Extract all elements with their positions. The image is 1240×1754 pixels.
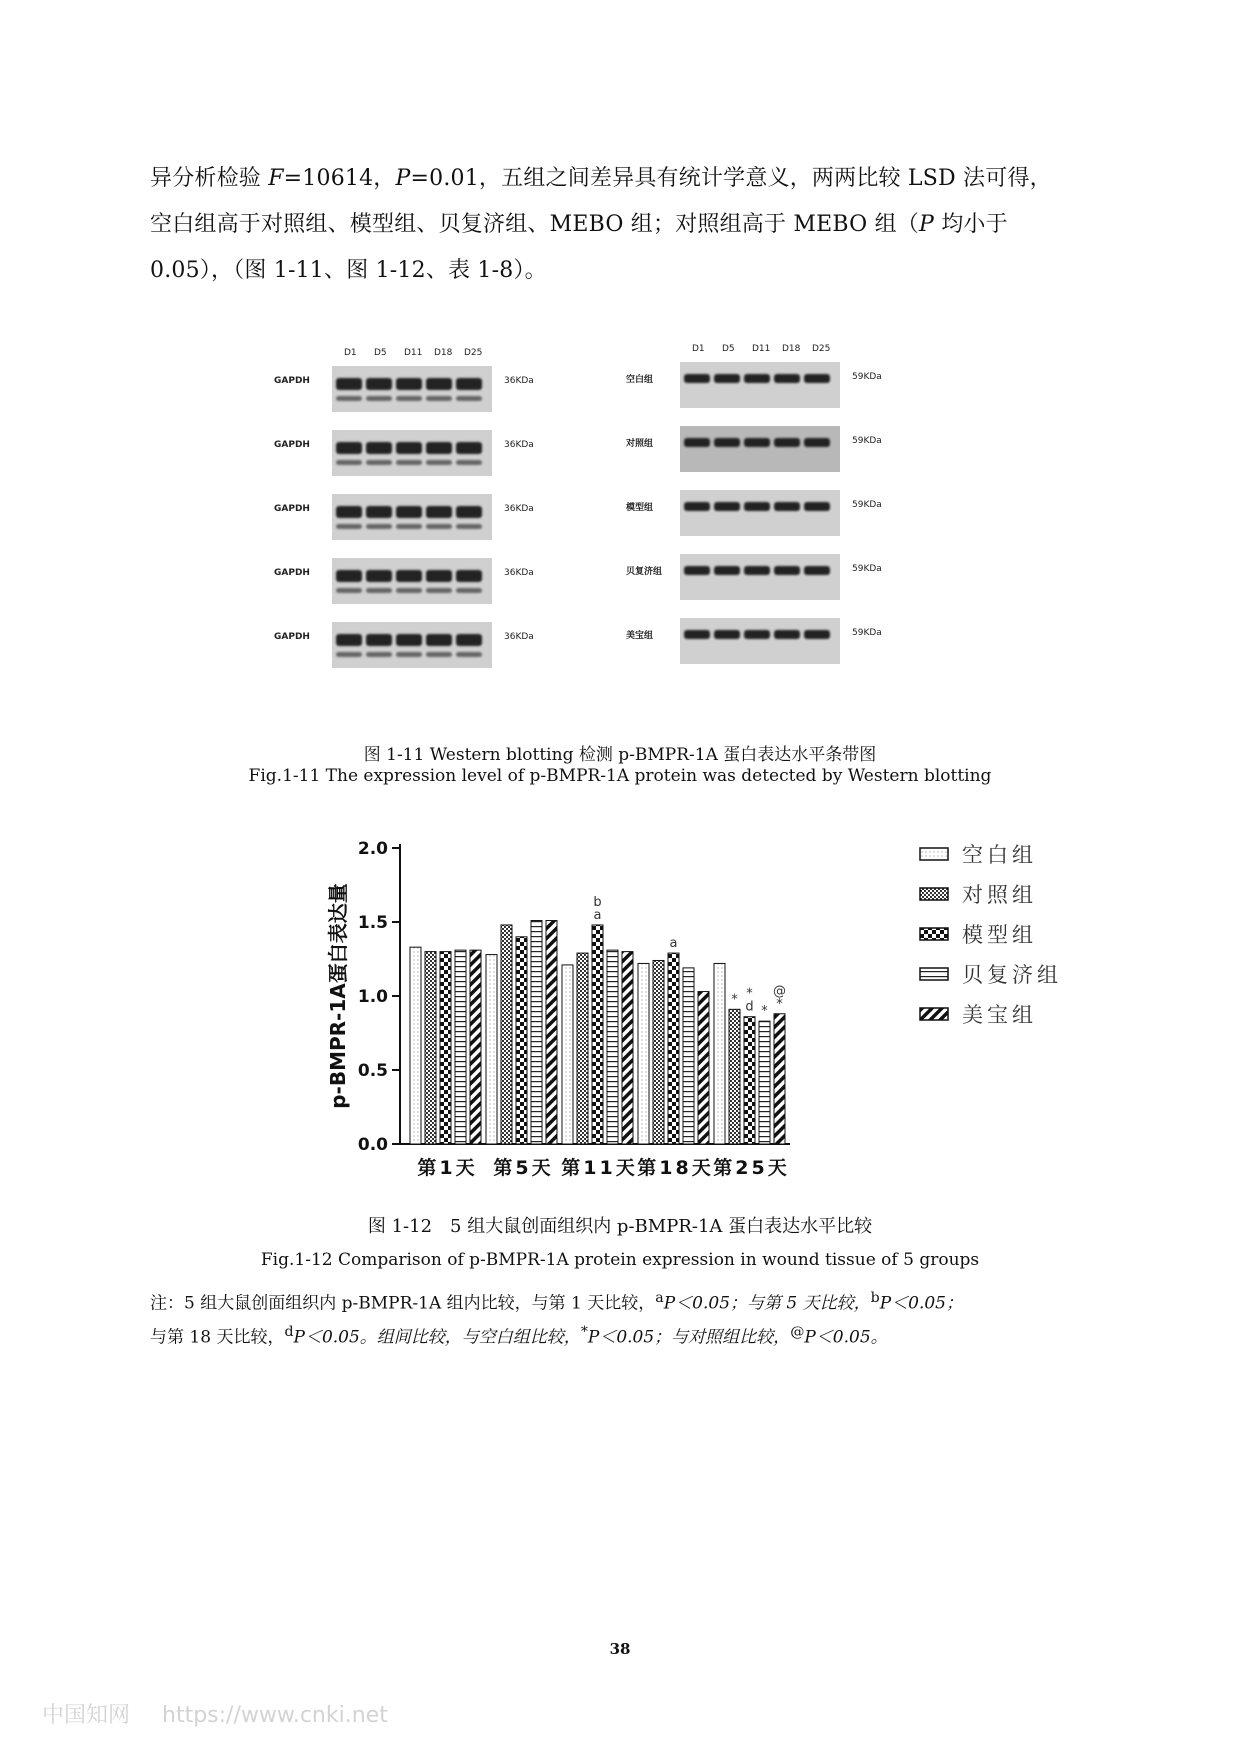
significance-mark: * — [746, 986, 753, 1002]
protein-band — [366, 506, 392, 518]
significance-mark: * — [731, 992, 738, 1008]
note-line: 与第 18 天比较，$^d$P＜0.05。组间比较，与空白组比较，*P＜0.05；与对照组比较，@P＜0.05。 — [150, 1323, 888, 1348]
protein-band — [396, 652, 422, 657]
molecular-weight-label: 59KDa — [852, 628, 882, 638]
blot-strip — [680, 490, 840, 536]
protein-band — [804, 438, 830, 447]
bar-对照组 — [501, 925, 512, 1144]
protein-band — [396, 570, 422, 582]
protein-band — [456, 396, 482, 401]
blot-row-label: GAPDH — [274, 632, 310, 642]
protein-band — [804, 630, 830, 639]
molecular-weight-label: 36KDa — [504, 376, 534, 386]
legend-label: 模型组 — [962, 923, 1037, 947]
protein-band — [804, 566, 830, 575]
bar-模型组 — [668, 953, 679, 1144]
x-category-label: 第1天 — [417, 1157, 478, 1179]
protein-band — [396, 588, 422, 593]
legend-swatch — [920, 928, 948, 940]
blot-strip — [332, 430, 492, 476]
protein-band — [426, 524, 452, 529]
bar-美宝组 — [470, 950, 481, 1144]
protein-band — [336, 588, 362, 593]
blot-strip — [332, 494, 492, 540]
bar-空白组 — [410, 947, 421, 1144]
y-axis-label: p-BMPR-1A蛋白表达量 — [326, 883, 350, 1109]
fig11-caption-en: Fig.1-11 The expression level of p-BMPR-1A protein was detected by Western blotting — [248, 766, 992, 786]
legend-swatch — [920, 888, 948, 900]
protein-band — [714, 566, 740, 575]
protein-band — [426, 634, 452, 646]
protein-band — [336, 460, 362, 465]
protein-band — [456, 652, 482, 657]
protein-band — [456, 378, 482, 390]
protein-band — [336, 570, 362, 582]
bar-模型组 — [516, 937, 527, 1144]
bar-空白组 — [486, 955, 497, 1144]
paragraph-line: 0.05），（图 1-11、图 1-12、表 1-8）。 — [150, 258, 547, 283]
protein-band — [714, 502, 740, 511]
protein-band — [456, 460, 482, 465]
protein-band — [336, 396, 362, 401]
significance-mark: a — [593, 907, 602, 923]
protein-band — [366, 460, 392, 465]
blot-strip — [680, 618, 840, 664]
western-blot-left-panel — [270, 348, 560, 688]
protein-band — [396, 396, 422, 401]
legend-swatch — [920, 848, 948, 860]
blot-row-label: 模型组 — [626, 503, 654, 513]
protein-band — [396, 506, 422, 518]
legend-label: 空白组 — [962, 843, 1037, 867]
y-tick-label: 1.0 — [357, 987, 388, 1007]
protein-band — [774, 502, 800, 511]
significance-mark: @ — [773, 983, 786, 999]
protein-band — [714, 630, 740, 639]
blot-strip — [332, 558, 492, 604]
bar-美宝组 — [774, 1014, 785, 1144]
bar-贝复济组 — [531, 921, 542, 1144]
protein-band — [426, 378, 452, 390]
blot-row-label: GAPDH — [274, 504, 310, 514]
protein-band — [426, 460, 452, 465]
legend-label: 对照组 — [962, 883, 1037, 907]
molecular-weight-label: 59KDa — [852, 500, 882, 510]
protein-band — [396, 460, 422, 465]
blot-row-label: GAPDH — [274, 440, 310, 450]
bar-空白组 — [714, 963, 725, 1144]
molecular-weight-label: 36KDa — [504, 568, 534, 578]
lane-label: D18 — [434, 348, 453, 358]
protein-band — [366, 524, 392, 529]
protein-band — [774, 438, 800, 447]
protein-band — [456, 442, 482, 454]
x-category-label: 第18天 — [637, 1157, 714, 1179]
protein-band — [426, 652, 452, 657]
bar-空白组 — [638, 963, 649, 1144]
watermark-url: https://www.cnki.net — [162, 1703, 388, 1728]
significance-mark: b — [593, 894, 602, 910]
protein-band — [396, 378, 422, 390]
blot-strip — [332, 366, 492, 412]
lane-label: D5 — [374, 348, 387, 358]
y-tick-label: 0.5 — [357, 1061, 388, 1081]
blot-row-label: 贝复济组 — [626, 567, 663, 577]
protein-band — [396, 524, 422, 529]
protein-band — [426, 570, 452, 582]
blot-row-label: 空白组 — [626, 375, 654, 385]
y-tick-label: 2.0 — [357, 839, 388, 859]
protein-band — [774, 374, 800, 383]
fig11-caption-cn: 图 1-11 Western blotting 检测 p-BMPR-1A 蛋白表达水平条带图 — [363, 745, 877, 765]
paragraph-line: 异分析检验 F=10614，P=0.01，五组之间差异具有统计学意义，两两比较 LSD 法可得， — [150, 166, 1052, 191]
protein-band — [336, 506, 362, 518]
blot-strip — [680, 362, 840, 408]
protein-band — [426, 588, 452, 593]
protein-band — [804, 502, 830, 511]
legend-label: 美宝组 — [962, 1003, 1037, 1027]
bar-美宝组 — [698, 992, 709, 1144]
protein-band — [744, 438, 770, 447]
significance-mark: * — [776, 996, 783, 1012]
protein-band — [456, 506, 482, 518]
protein-band — [456, 634, 482, 646]
protein-band — [336, 652, 362, 657]
protein-band — [336, 634, 362, 646]
bar-空白组 — [562, 965, 573, 1144]
molecular-weight-label: 36KDa — [504, 504, 534, 514]
x-category-label: 第5天 — [493, 1157, 554, 1179]
protein-band — [366, 588, 392, 593]
lane-label: D11 — [404, 348, 423, 358]
protein-band — [744, 630, 770, 639]
protein-band — [684, 438, 710, 447]
lane-label: D11 — [752, 344, 771, 354]
protein-band — [426, 506, 452, 518]
bar-对照组 — [653, 960, 664, 1144]
blot-row-label: GAPDH — [274, 568, 310, 578]
bar-对照组 — [729, 1009, 740, 1144]
x-category-label: 第11天 — [561, 1157, 638, 1179]
protein-band — [366, 396, 392, 401]
protein-band — [456, 588, 482, 593]
molecular-weight-label: 36KDa — [504, 440, 534, 450]
protein-band — [366, 378, 392, 390]
legend-swatch — [920, 1008, 948, 1020]
molecular-weight-label: 59KDa — [852, 372, 882, 382]
significance-mark: d — [745, 999, 754, 1015]
protein-band — [684, 566, 710, 575]
watermark-cnki: 中国知网 — [42, 1703, 131, 1728]
y-tick-label: 1.5 — [357, 913, 388, 933]
protein-band — [684, 630, 710, 639]
blot-row-label: 对照组 — [626, 439, 654, 449]
legend-label: 贝复济组 — [962, 963, 1062, 987]
bar-模型组 — [744, 1017, 755, 1144]
protein-band — [714, 438, 740, 447]
lane-label: D25 — [464, 348, 483, 358]
lane-label: D1 — [344, 348, 357, 358]
lane-label: D18 — [782, 344, 801, 354]
lane-label: D25 — [812, 344, 831, 354]
bar-模型组 — [440, 952, 451, 1144]
lane-label: D5 — [722, 344, 735, 354]
significance-mark: a — [669, 936, 678, 952]
blot-strip — [680, 554, 840, 600]
bar-对照组 — [425, 952, 436, 1144]
protein-band — [366, 442, 392, 454]
watermark — [42, 1698, 420, 1729]
protein-band — [684, 502, 710, 511]
bar-贝复济组 — [607, 950, 618, 1144]
bar-贝复济组 — [455, 950, 466, 1144]
significance-mark: * — [761, 1004, 768, 1020]
bar-对照组 — [577, 953, 588, 1144]
blot-strip — [332, 622, 492, 668]
protein-band — [744, 502, 770, 511]
note-line: 注：5 组大鼠创面组织内 p-BMPR-1A 组内比较，与第 1 天比较，$^a$P＜0.05；与第 5 天比较，$^b$P＜0.05； — [150, 1290, 963, 1314]
protein-band — [426, 442, 452, 454]
body-paragraph — [150, 156, 1100, 294]
molecular-weight-label: 59KDa — [852, 436, 882, 446]
bar-贝复济组 — [759, 1021, 770, 1144]
protein-band — [366, 634, 392, 646]
protein-band — [744, 566, 770, 575]
paragraph-line: 空白组高于对照组、模型组、贝复济组、MEBO 组；对照组高于 MEBO 组（P 均小于 — [150, 212, 1008, 237]
protein-band — [804, 374, 830, 383]
bar-模型组 — [592, 925, 603, 1144]
protein-band — [426, 396, 452, 401]
bar-美宝组 — [546, 921, 557, 1144]
protein-band — [774, 566, 800, 575]
molecular-weight-label: 36KDa — [504, 632, 534, 642]
blot-row-label: 美宝组 — [626, 631, 654, 641]
protein-band — [336, 524, 362, 529]
fig12-caption-cn: 图 1-12 5 组大鼠创面组织内 p-BMPR-1A 蛋白表达水平比较 — [367, 1216, 873, 1237]
lane-label: D1 — [692, 344, 705, 354]
molecular-weight-label: 59KDa — [852, 564, 882, 574]
y-tick-label: 0.0 — [357, 1135, 388, 1155]
protein-band — [456, 524, 482, 529]
protein-band — [684, 374, 710, 383]
protein-band — [336, 442, 362, 454]
protein-band — [744, 374, 770, 383]
protein-band — [396, 442, 422, 454]
fig12-caption-en: Fig.1-12 Comparison of p-BMPR-1A protein expression in wound tissue of 5 groups — [260, 1250, 980, 1270]
page-number: 38 — [609, 1640, 631, 1658]
x-category-label: 第25天 — [713, 1157, 790, 1179]
bar-美宝组 — [622, 952, 633, 1144]
bar-贝复济组 — [683, 968, 694, 1144]
legend-swatch — [920, 968, 948, 980]
protein-band — [456, 570, 482, 582]
protein-band — [714, 374, 740, 383]
protein-band — [774, 630, 800, 639]
protein-band — [366, 652, 392, 657]
bar-chart — [300, 826, 1090, 1196]
figure-note — [150, 1284, 1100, 1351]
blot-row-label: GAPDH — [274, 376, 310, 386]
protein-band — [396, 634, 422, 646]
western-blot-right-panel — [618, 344, 908, 684]
blot-strip — [680, 426, 840, 472]
protein-band — [366, 570, 392, 582]
protein-band — [336, 378, 362, 390]
